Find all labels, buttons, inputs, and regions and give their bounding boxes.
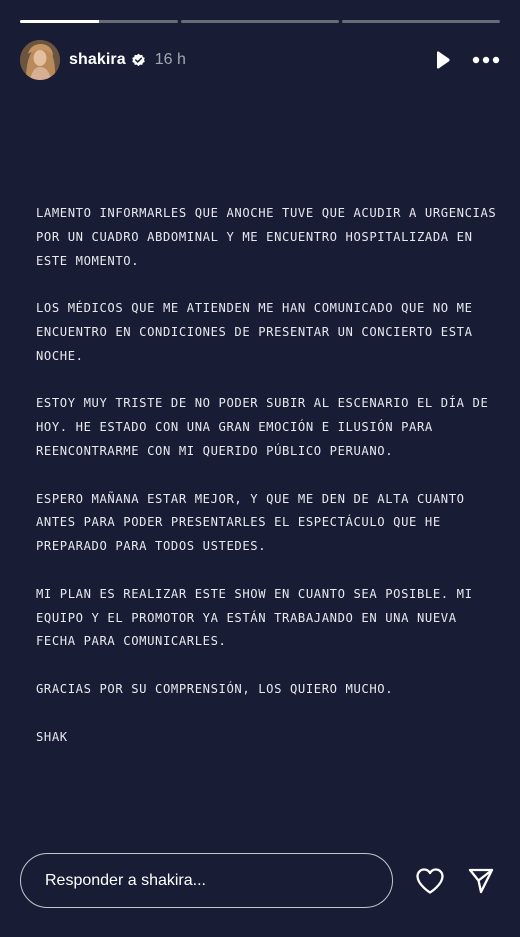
story-footer xyxy=(20,853,500,908)
progress-segment-3 xyxy=(342,20,500,23)
message-paragraph-1: LAMENTO INFORMARLES QUE ANOCHE TUVE QUE ACUDIR A URGENCIAS POR UN CUADRO ABDOMINAL Y ME ENCUENTRO HOSPITALIZADA EN ESTE MOMENTO. xyxy=(36,206,497,268)
header-actions xyxy=(432,50,500,70)
play-icon[interactable] xyxy=(432,50,452,70)
avatar[interactable] xyxy=(20,40,60,80)
message-paragraph-2: LOS MÉDICOS QUE ME ATIENDEN ME HAN COMUNICADO QUE NO ME ENCUENTRO EN CONDICIONES DE PRESENTAR UN CONCIERTO ESTA NOCHE. xyxy=(36,301,473,363)
more-options-icon[interactable] xyxy=(472,56,500,64)
send-icon[interactable] xyxy=(467,867,495,895)
story-message xyxy=(36,202,502,773)
message-paragraph-6: GRACIAS POR SU COMPRENSIÓN, LOS QUIERO MUCHO. xyxy=(36,681,394,696)
message-paragraph-5: MI PLAN ES REALIZAR ESTE SHOW EN CUANTO SEA POSIBLE. MI EQUIPO Y EL PROMOTOR YA ESTÁN TRABAJANDO EN UNA NUEVA FECHA PARA COMUNICARLES. xyxy=(36,586,473,649)
story-timestamp: 16 h xyxy=(154,51,186,68)
message-paragraph-3: ESTOY MUY TRISTE DE NO PODER SUBIR AL ESCENARIO EL DÍA DE HOY. HE ESTADO CON UNA GRAN EMOCIÓN E ILUSIÓN PARA REENCONTRARME CON MI QUERIDO PÚBLICO PERUANO. xyxy=(36,396,489,458)
reply-input[interactable] xyxy=(20,853,393,908)
story-progress-bar xyxy=(20,20,500,23)
avatar-image xyxy=(20,40,60,80)
story-header xyxy=(20,40,500,80)
progress-fill-1 xyxy=(20,20,99,23)
message-signature: SHAK xyxy=(36,729,68,744)
progress-segment-2 xyxy=(181,20,339,23)
story-username[interactable]: shakira xyxy=(69,51,126,68)
message-paragraph-4: ESPERO MAÑANA ESTAR MEJOR, Y QUE ME DEN DE ALTA CUANTO ANTES PARA PODER PRESENTARLES EL ESPECTÁCULO QUE HE PREPARADO PARA TODOS USTEDES. xyxy=(36,491,465,554)
heart-icon[interactable] xyxy=(415,867,445,895)
verified-badge-icon xyxy=(131,53,146,68)
footer-actions xyxy=(415,867,495,895)
progress-segment-1 xyxy=(20,20,178,23)
